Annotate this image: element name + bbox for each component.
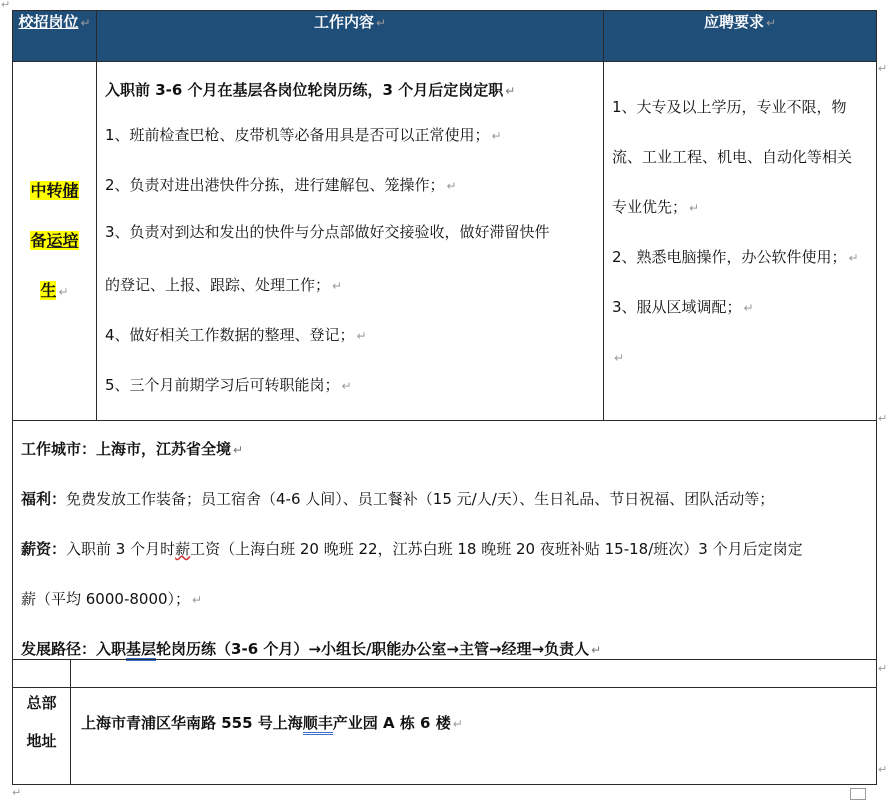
row-end-mark: ↵ xyxy=(878,412,887,425)
position-name-cell xyxy=(13,62,97,421)
paragraph-mark: ↵ xyxy=(12,786,22,799)
requirement-item: 1、大专及以上学历，专业不限，物 xyxy=(612,98,847,116)
career-path: 发展路径：入职基层轮岗历练（3-6 个月）→小组长/职能办公室→主管→经理→负责人 ↵ xyxy=(21,637,868,687)
content-item: 的登记、上报、跟踪、处理工作； ↵ xyxy=(105,276,343,294)
requirements-cell xyxy=(604,62,877,421)
job-content-cell xyxy=(97,62,604,421)
table-anchor-icon: ↵ xyxy=(1,0,11,11)
content-intro: 入职前 3-6 个月在基层各岗位轮岗历练，3 个月后定岗定职 ↵ xyxy=(105,81,516,99)
table-header-row xyxy=(13,11,877,62)
content-item: 1、班前检查巴枪、皮带机等必备用具是否可以正常使用； ↵ xyxy=(105,126,502,144)
job-table xyxy=(12,10,877,688)
requirement-item: 流、工业工程、机电、自动化等相关 xyxy=(612,148,853,166)
salary-line2: 薪（平均 6000-8000）； ↵ xyxy=(21,590,203,608)
position-name-line: 生 ↵ xyxy=(40,280,69,300)
address-table xyxy=(12,659,877,785)
position-name-line: 中转储 xyxy=(30,180,79,200)
row-end-mark: ↵ xyxy=(878,763,887,776)
info-cell xyxy=(13,421,877,688)
address-value: 上海市青浦区华南路 555 号上海顺丰产业园 A 栋 6 楼 ↵ xyxy=(71,660,877,785)
requirement-item: 3、服从区域调配； ↵ xyxy=(612,298,754,316)
benefits: 福利：免费发放工作装备；员工宿舍（4-6 人间）、员工餐补（15 元/人/天）、生日礼品、节日祝福、团队活动等； xyxy=(21,490,775,508)
row-end-mark: ↵ xyxy=(878,662,887,675)
header-content: 工作内容 ↵ xyxy=(97,11,604,62)
header-position: 校招岗位 ↵ xyxy=(13,11,97,62)
content-item: 4、做好相关工作数据的整理、登记； ↵ xyxy=(105,326,367,344)
requirement-item: 专业优先； ↵ xyxy=(612,198,700,216)
content-item: 5、三个月前期学习后可转职能岗； ↵ xyxy=(105,376,352,394)
info-row xyxy=(13,421,877,688)
address-label: 总部 地址 xyxy=(13,660,71,785)
row-end-mark: ↵ xyxy=(878,62,887,75)
requirement-item: ↵ xyxy=(614,351,625,365)
table-resize-handle[interactable] xyxy=(850,788,866,800)
salary-line1: 薪资：入职前 3 个月时薪工资（上海白班 20 晚班 22，江苏白班 18 晚班 20 夜班补贴 15-18/班次）3 个月后定岗定 xyxy=(21,540,803,558)
header-requirements: 应聘要求 ↵ xyxy=(604,11,877,62)
address-row xyxy=(13,660,877,785)
content-item: 2、负责对进出港快件分拣，进行建解包、笼操作； ↵ xyxy=(105,176,457,194)
requirement-item: 2、熟悉电脑操作，办公软件使用； ↵ xyxy=(612,248,859,266)
work-city: 工作城市：上海市，江苏省全境 ↵ xyxy=(21,440,244,458)
job-row xyxy=(13,62,877,421)
content-item: 3、负责对到达和发出的快件与分点部做好交接验收，做好滞留快件 xyxy=(105,223,550,241)
position-name-line: 备运培 xyxy=(30,230,79,250)
